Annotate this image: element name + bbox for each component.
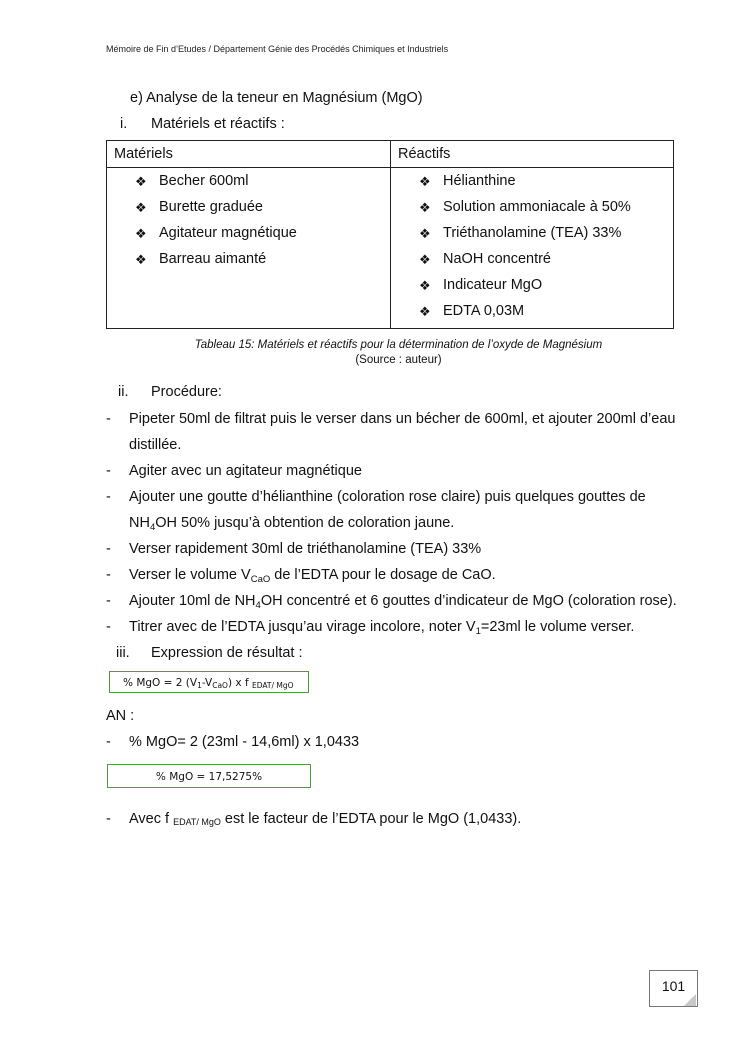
procedure-step-3: Ajouter une goutte d’hélianthine (coloration rose claire) puis quelques gouttes de — [129, 489, 646, 505]
an-label: AN : — [106, 708, 135, 724]
list-item: ❖ Indicateur MgO — [419, 277, 543, 293]
dash-bullet: - — [106, 734, 111, 750]
procedure-step-6: Ajouter 10ml de $NH_4OH$ concentré et 6 gouttes d’indicateur de MgO (coloration rose). — [129, 593, 677, 611]
table-header-reactifs: Réactifs — [391, 141, 674, 168]
table-caption-source: (Source : auteur) — [355, 354, 442, 366]
materiels-cell — [107, 168, 391, 329]
diamond-bullet-icon: ❖ — [419, 200, 431, 215]
list-item: ❖ Barreau aimanté — [135, 251, 267, 267]
procedure-step-1-cont: distillée. — [129, 437, 182, 453]
page-corner-fold — [684, 994, 696, 1006]
subsection-ii-title: Procédure: — [151, 384, 222, 400]
diamond-bullet-icon: ❖ — [419, 278, 431, 293]
list-item: ❖ Triéthanolamine (TEA) 33% — [419, 225, 622, 241]
procedure-step-2: Agiter avec un agitateur magnétique — [129, 463, 362, 479]
reactifs-list — [391, 168, 673, 328]
dash-bullet: - — [106, 567, 111, 583]
procedure-step-7: Titrer avec de l’EDTA jusqu’au virage incolore, noter $V_1=23ml$ le volume verser. — [129, 619, 635, 637]
diamond-bullet-icon: ❖ — [419, 174, 431, 189]
list-item: ❖ EDTA 0,03M — [419, 303, 525, 319]
table-caption: Tableau 15: Matériels et réactifs pour la détermination de l’oxyde de Magnésium — [194, 339, 603, 351]
dash-bullet: - — [106, 489, 111, 505]
subsection-iii-number: iii. — [116, 645, 130, 661]
list-item: ❖ Burette graduée — [135, 199, 263, 215]
dash-bullet: - — [106, 593, 111, 609]
materials-reagents-table — [106, 140, 674, 329]
diamond-bullet-icon: ❖ — [419, 304, 431, 319]
table-header-materiels: Matériels — [107, 141, 391, 168]
section-e-title: e) Analyse de la teneur en Magnésium (MgO) — [130, 90, 423, 106]
diamond-bullet-icon: ❖ — [135, 200, 147, 215]
dash-bullet: - — [106, 411, 111, 427]
procedure-step-4: Verser rapidement 30ml de triéthanolamine (TEA) 33% — [129, 541, 482, 557]
diamond-bullet-icon: ❖ — [135, 174, 147, 189]
result-box: % MgO = 17,5275% — [107, 764, 311, 788]
procedure-step-3-cont: $NH_4OH$ 50% jusqu’à obtention de coloration jaune. — [129, 515, 455, 533]
page-number: 101 — [649, 970, 698, 1007]
diamond-bullet-icon: ❖ — [135, 252, 147, 267]
list-item: ❖ Agitateur magnétique — [135, 225, 297, 241]
dash-bullet: - — [106, 619, 111, 635]
list-item: ❖ NaOH concentré — [419, 251, 551, 267]
formula-box: % MgO = 2 (V1-VCaO) x f EDAT/ MgO — [109, 671, 309, 693]
procedure-step-1: Pipeter 50ml de filtrat puis le verser dans un bécher de 600ml, et ajouter 200ml d’eau — [129, 411, 676, 427]
list-item: ❖ Hélianthine — [419, 173, 516, 189]
procedure-step-5: Verser le volume $V_{CaO}$ de l’EDTA pour le dosage de CaO. — [129, 567, 496, 585]
subsection-ii-number: ii. — [118, 384, 129, 400]
factor-note: Avec f EDAT/ MgO est le facteur de l’EDTA pour le MgO (1,0433). — [129, 811, 522, 827]
an-calculation: % MgO= 2 (23ml - 14,6ml) x 1,0433 — [129, 734, 360, 750]
list-item: ❖ Becher 600ml — [135, 173, 249, 189]
dash-bullet: - — [106, 541, 111, 557]
subsection-i-title: Matériels et réactifs : — [151, 116, 285, 132]
dash-bullet: - — [106, 463, 111, 479]
diamond-bullet-icon: ❖ — [419, 252, 431, 267]
diamond-bullet-icon: ❖ — [419, 226, 431, 241]
list-item: ❖ Solution ammoniacale à 50% — [419, 199, 631, 215]
subsection-iii-title: Expression de résultat : — [151, 645, 303, 661]
diamond-bullet-icon: ❖ — [135, 226, 147, 241]
dash-bullet: - — [106, 811, 111, 827]
reactifs-cell — [391, 168, 674, 329]
page-header: Mémoire de Fin d’Etudes / Département Génie des Procédés Chimiques et Industriels — [106, 44, 449, 54]
subsection-i-number: i. — [120, 116, 128, 132]
materiels-list — [107, 168, 390, 276]
